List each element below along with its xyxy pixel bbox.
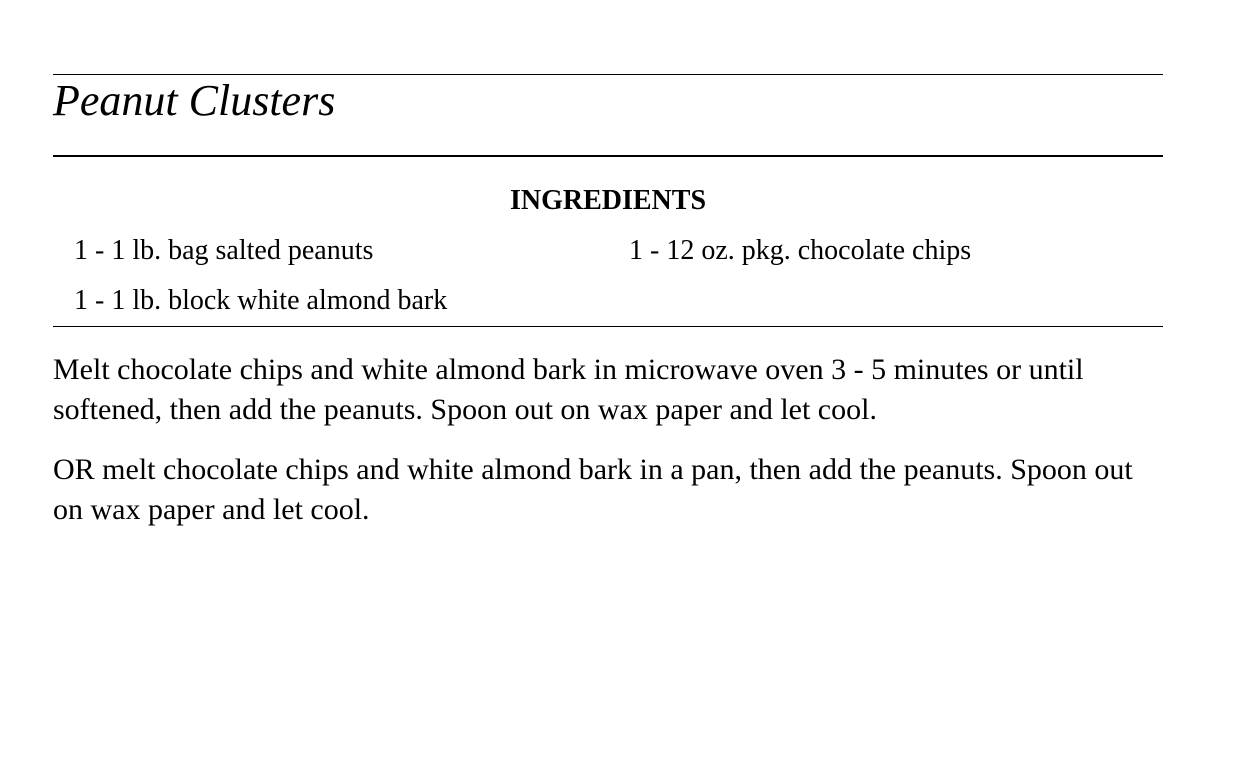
ingredients-section	[53, 157, 1163, 325]
ingredients-bottom-rule	[53, 326, 1163, 327]
recipe-card	[53, 74, 1163, 325]
direction-paragraph: OR melt chocolate chips and white almond bark in a pan, then add the peanuts. Spoon out on wax paper and let cool.	[53, 453, 1133, 526]
directions-section	[53, 350, 1163, 550]
direction-paragraph: Melt chocolate chips and white almond bark in microwave oven 3 - 5 minutes or until softened, then add the peanuts. Spoon out on wax paper and let cool.	[53, 353, 1084, 426]
recipe-title: Peanut Clusters	[53, 76, 336, 125]
ingredient-item: 1 - 1 lb. block white almond bark	[74, 285, 448, 316]
ingredients-heading: INGREDIENTS	[509, 185, 707, 216]
ingredient-item: 1 - 12 oz. pkg. chocolate chips	[629, 235, 972, 266]
ingredient-item: 1 - 1 lb. bag salted peanuts	[74, 235, 374, 266]
